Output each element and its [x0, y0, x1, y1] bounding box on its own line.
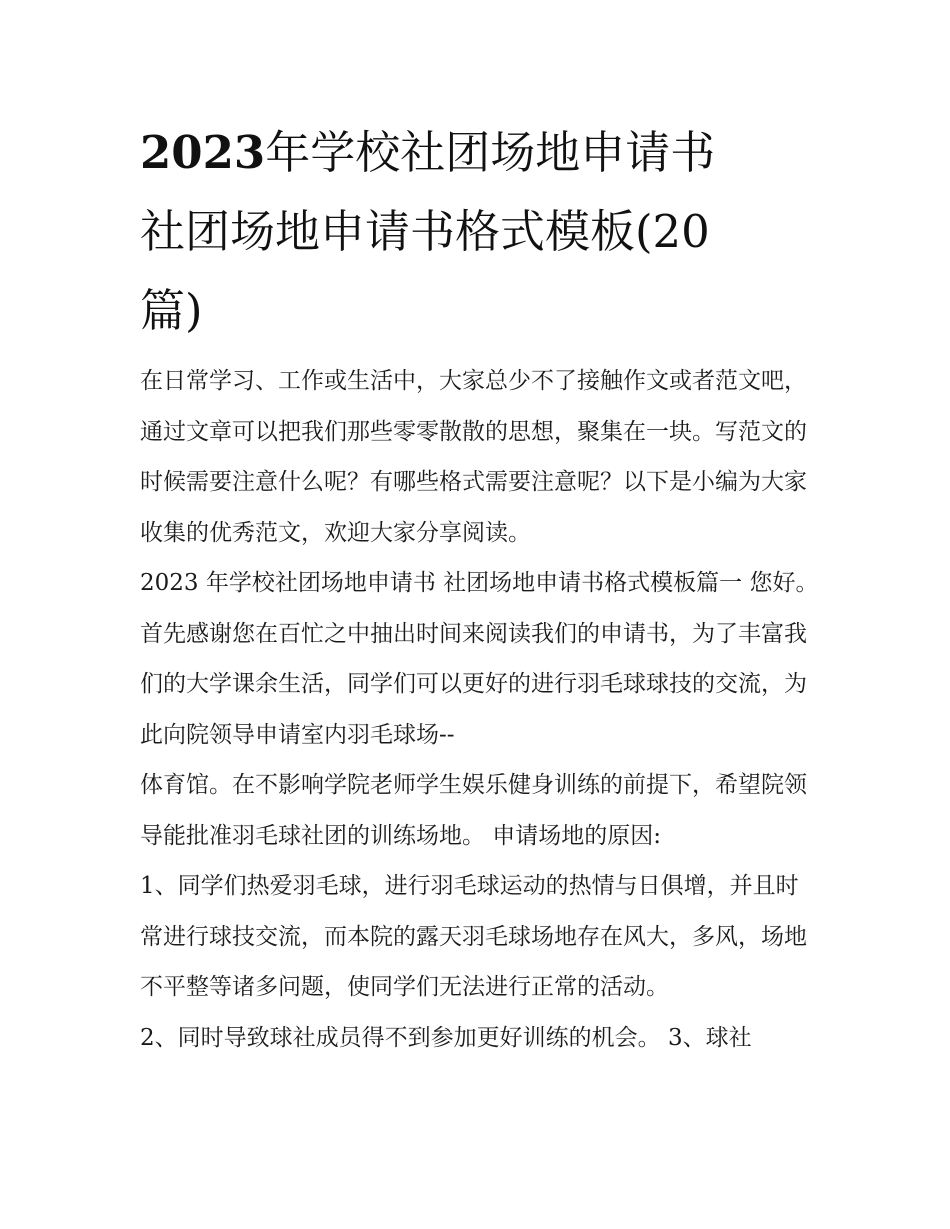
title-year: 2023: [140, 126, 266, 179]
title-line3-text: 篇): [140, 284, 203, 337]
document-title: [140, 113, 820, 350]
title-line1-text: 年学校社团场地申请书: [265, 126, 716, 179]
paragraph-venue: 体育馆。在不影响学院老师学生娱乐健身训练的前提下，希望院领导能批准羽毛球社团的训练场地。 申请场地的原因:: [140, 772, 807, 849]
title-line2-text: 社团场地申请书格式模板(20: [140, 205, 710, 258]
paragraph-reason-1: 1、同学们热爱羽毛球，进行羽毛球运动的热情与日俱增，并且时常进行球技交流，而本院的露天羽毛球场地存在风大，多风，场地不平整等诸多问题，使同学们无法进行正常的活动。: [140, 873, 807, 1000]
paragraph-heading: 2023 年学校社团场地申请书 社团场地申请书格式模板篇一 您好。: [140, 570, 819, 596]
paragraph-thanks: 首先感谢您在百忙之中抽出时间来阅读我们的申请书，为了丰富我们的大学课余生活，同学们可以更好的进行羽毛球球技的交流，为此向院领导申请室内羽毛球场--: [140, 620, 807, 748]
paragraph-reason-2-3: 2、同时导致球社成员得不到参加更好训练的机会。 3、球社: [140, 1024, 752, 1051]
document-body: [140, 356, 820, 1063]
paragraph-intro: 在日常学习、工作或生活中，大家总少不了接触作文或者范文吧，通过文章可以把我们那些零零散散的思想，聚集在一块。写范文的时候需要注意什么呢？有哪些格式需要注意呢？以下是小编为大家收集的优秀范文，欢迎大家分享阅读。: [140, 368, 807, 546]
